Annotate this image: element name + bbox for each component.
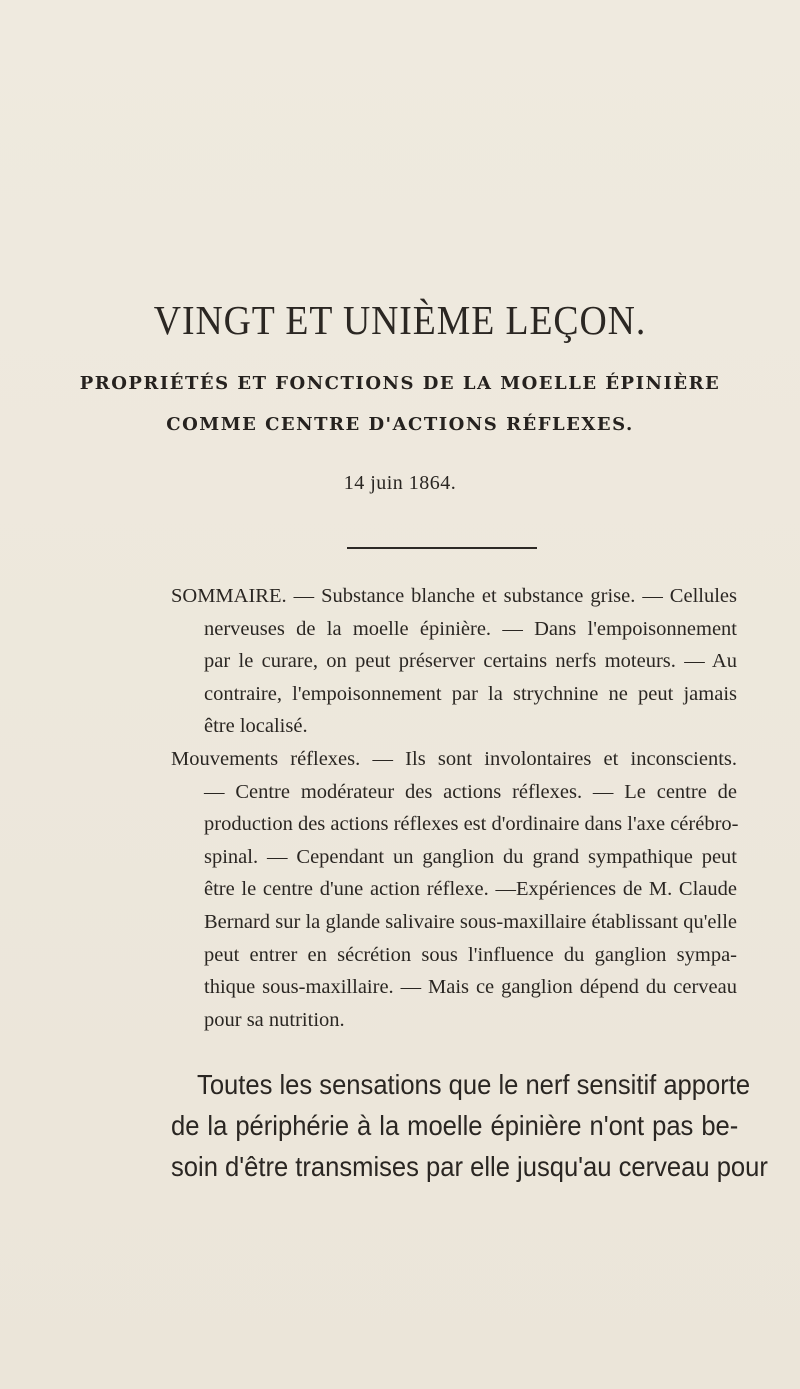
divider-rule — [347, 547, 537, 549]
summary-line: SOMMAIRE. — Substance blanche et substance grise. — Cellules — [171, 585, 737, 607]
summary-line: production des actions réflexes est d'ordinaire dans l'axe cérébro- — [204, 813, 739, 836]
body-line: de la périphérie à la moelle épinière n'ont pas be- — [171, 1110, 739, 1141]
lesson-title: VINGT ET UNIÈME LEÇON. — [153, 297, 647, 343]
summary-line: nerveuses de la moelle épinière. — Dans l'empoisonnement — [204, 617, 737, 640]
summary-line: Mouvements réflexes. — Ils sont involontaires et inconscients. — [171, 747, 737, 770]
chapter-subtitle-line-1: PROPRIÉTÉS ET FONCTIONS DE LA MOELLE ÉPINIÈRE — [79, 373, 721, 394]
summary-line: peut entrer en sécrétion sous l'influence du ganglion sympa- — [204, 943, 737, 966]
summary-line: spinal. — Cependant un ganglion du grand sympathique peut — [204, 845, 737, 868]
summary-line: contraire, l'empoisonnement par la strychnine ne peut jamais — [204, 682, 737, 705]
body-line: soin d'être transmises par elle jusqu'au cerveau pour — [171, 1151, 768, 1182]
summary-line: thique sous-maxillaire. — Mais ce ganglion dépend du cerveau — [204, 976, 737, 999]
body-paragraph — [171, 1064, 768, 1187]
body-line: Toutes les sensations que le nerf sensitif apporte — [197, 1069, 751, 1100]
summary-line: pour sa nutrition. — [204, 1008, 345, 1031]
summary-line: — Centre modérateur des actions réflexes. — Le centre de — [204, 780, 737, 803]
summary-block — [171, 580, 737, 1036]
lesson-date: 14 juin 1864. — [343, 472, 457, 494]
summary-line: Bernard sur la glande salivaire sous-maxillaire établissant qu'elle — [204, 910, 737, 933]
summary-line: être localisé. — [204, 715, 308, 738]
chapter-subtitle-line-2: COMME CENTRE D'ACTIONS RÉFLEXES. — [166, 414, 634, 435]
summary-line: être le centre d'une action réflexe. —Expériences de M. Claude — [204, 878, 737, 901]
summary-line: par le curare, on peut préserver certains nerfs moteurs. — Au — [204, 650, 737, 673]
